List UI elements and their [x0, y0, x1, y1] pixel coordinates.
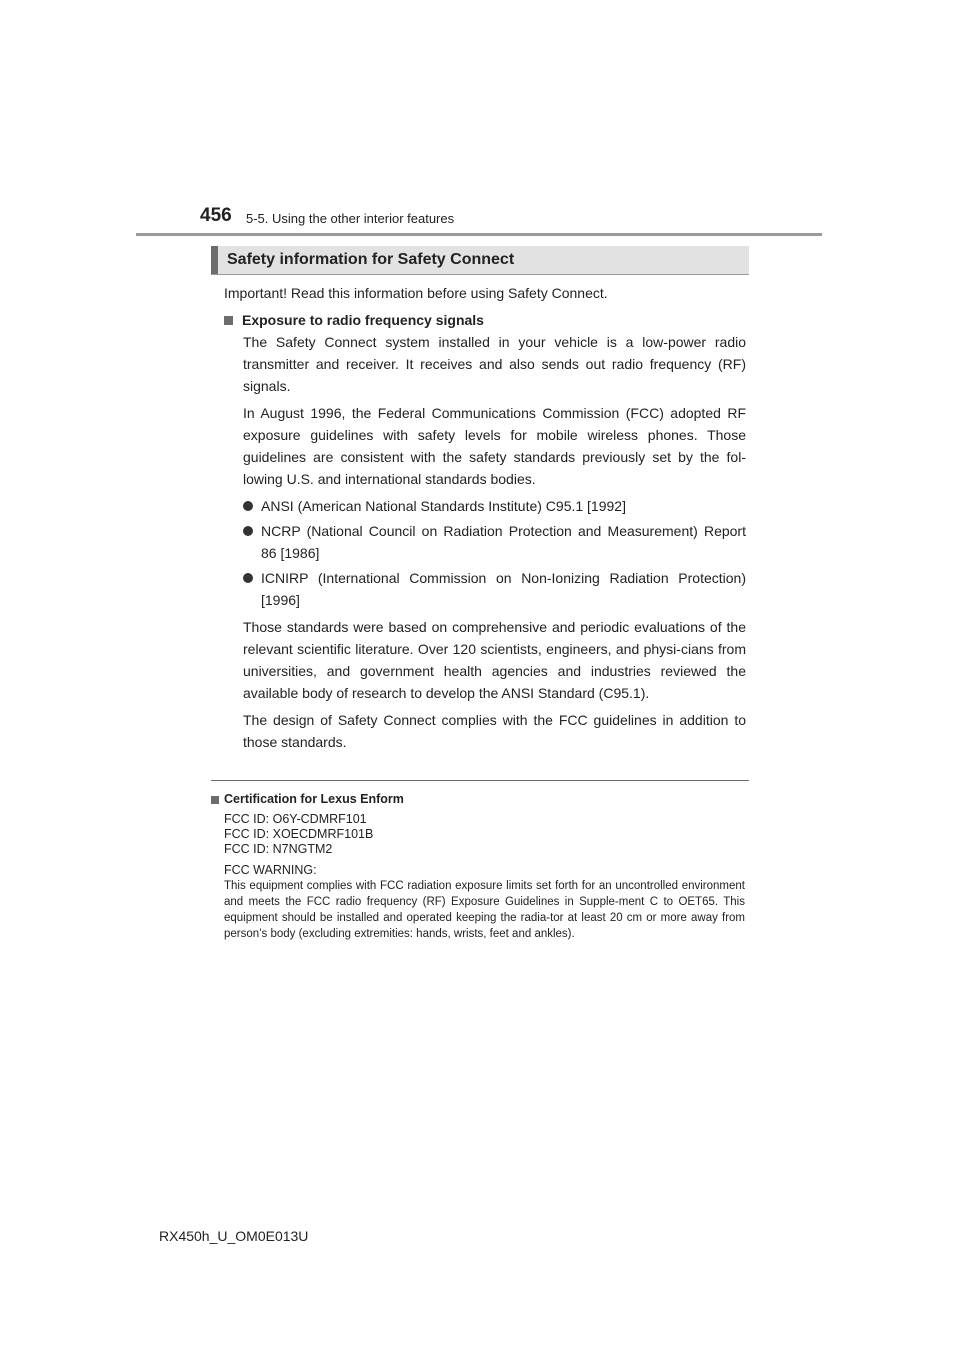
list-item-text: ANSI (American National Standards Institute) C95.1 [1992]: [261, 498, 626, 514]
header-rule: [136, 233, 822, 236]
fcc-id-line: FCC ID: XOECDMRF101B: [224, 827, 374, 841]
rf-paragraph-2: In August 1996, the Federal Communications Commission (FCC) adopted RF exposure guidelines with safety levels for mobile wireless phones. Those guidelines are consistent with the safety standards previously set by the fol-lowing U.S. and international standards bodies.: [243, 405, 746, 487]
section-label: 5-5. Using the other interior features: [246, 211, 455, 226]
list-item: [243, 567, 746, 611]
certification-heading: [211, 792, 745, 807]
rf-paragraph-1: The Safety Connect system installed in your vehicle is a low-power radio transmitter and receiver. It receives and also sends out radio frequency (RF) signals.: [243, 334, 746, 394]
standards-list: [243, 495, 746, 611]
rf-paragraph-3: Those standards were based on comprehensive and periodic evaluations of the relevant scientific literature. Over 120 scientists, engineers, and physi-cians from universities, and government health agencies and industries reviewed the available body of research to develop the ANSI Standard (C95.1).: [243, 619, 746, 701]
main-content: [224, 282, 746, 758]
page-header: [200, 205, 822, 231]
document-code: RX450h_U_OM0E013U: [159, 1228, 309, 1244]
rf-subheading: [224, 309, 746, 331]
page-number: 456: [200, 205, 232, 226]
list-item-text: ICNIRP (International Commission on Non-Ionizing Radiation Protection) [1996]: [261, 570, 746, 608]
list-item: [243, 495, 746, 517]
section-title: Safety information for Safety Connect: [227, 251, 515, 268]
certification-heading-label: Certification for Lexus Enform: [224, 792, 404, 806]
section-title-bar: [211, 246, 749, 274]
fcc-id-line: FCC ID: O6Y-CDMRF101: [224, 812, 367, 826]
certification-block: [211, 792, 745, 942]
fcc-warning-text: This equipment complies with FCC radiation exposure limits set forth for an uncontrolled environment and meets the FCC radio frequency (RF) Exposure Guidelines in Supple-ment C to OET65. This equipment should be installed and operated keeping the radia-tor at least 20 cm or more away from person’s body (excluding extremities: hands, wrists, feet and ankles).: [224, 880, 745, 940]
bullet-dot-icon: [243, 573, 253, 583]
fcc-warning-label: FCC WARNING:: [224, 863, 317, 877]
list-item: [243, 520, 746, 564]
bullet-dot-icon: [243, 501, 253, 511]
rf-subheading-label: Exposure to radio frequency signals: [242, 312, 484, 328]
intro-text: Important! Read this information before using Safety Connect.: [224, 285, 608, 301]
fcc-id-line: FCC ID: N7NGTM2: [224, 842, 333, 856]
certification-lines: [224, 812, 745, 942]
list-item-text: NCRP (National Council on Radiation Protection and Measurement) Report 86 [1986]: [261, 523, 746, 561]
section-bottom-rule: [211, 780, 749, 781]
bullet-dot-icon: [243, 526, 253, 536]
square-bullet-icon: [211, 796, 219, 804]
square-bullet-icon: [224, 316, 233, 325]
section-bar-underline: [211, 274, 749, 275]
rf-paragraph-4: The design of Safety Connect complies with the FCC guidelines in addition to those standards.: [243, 712, 746, 750]
